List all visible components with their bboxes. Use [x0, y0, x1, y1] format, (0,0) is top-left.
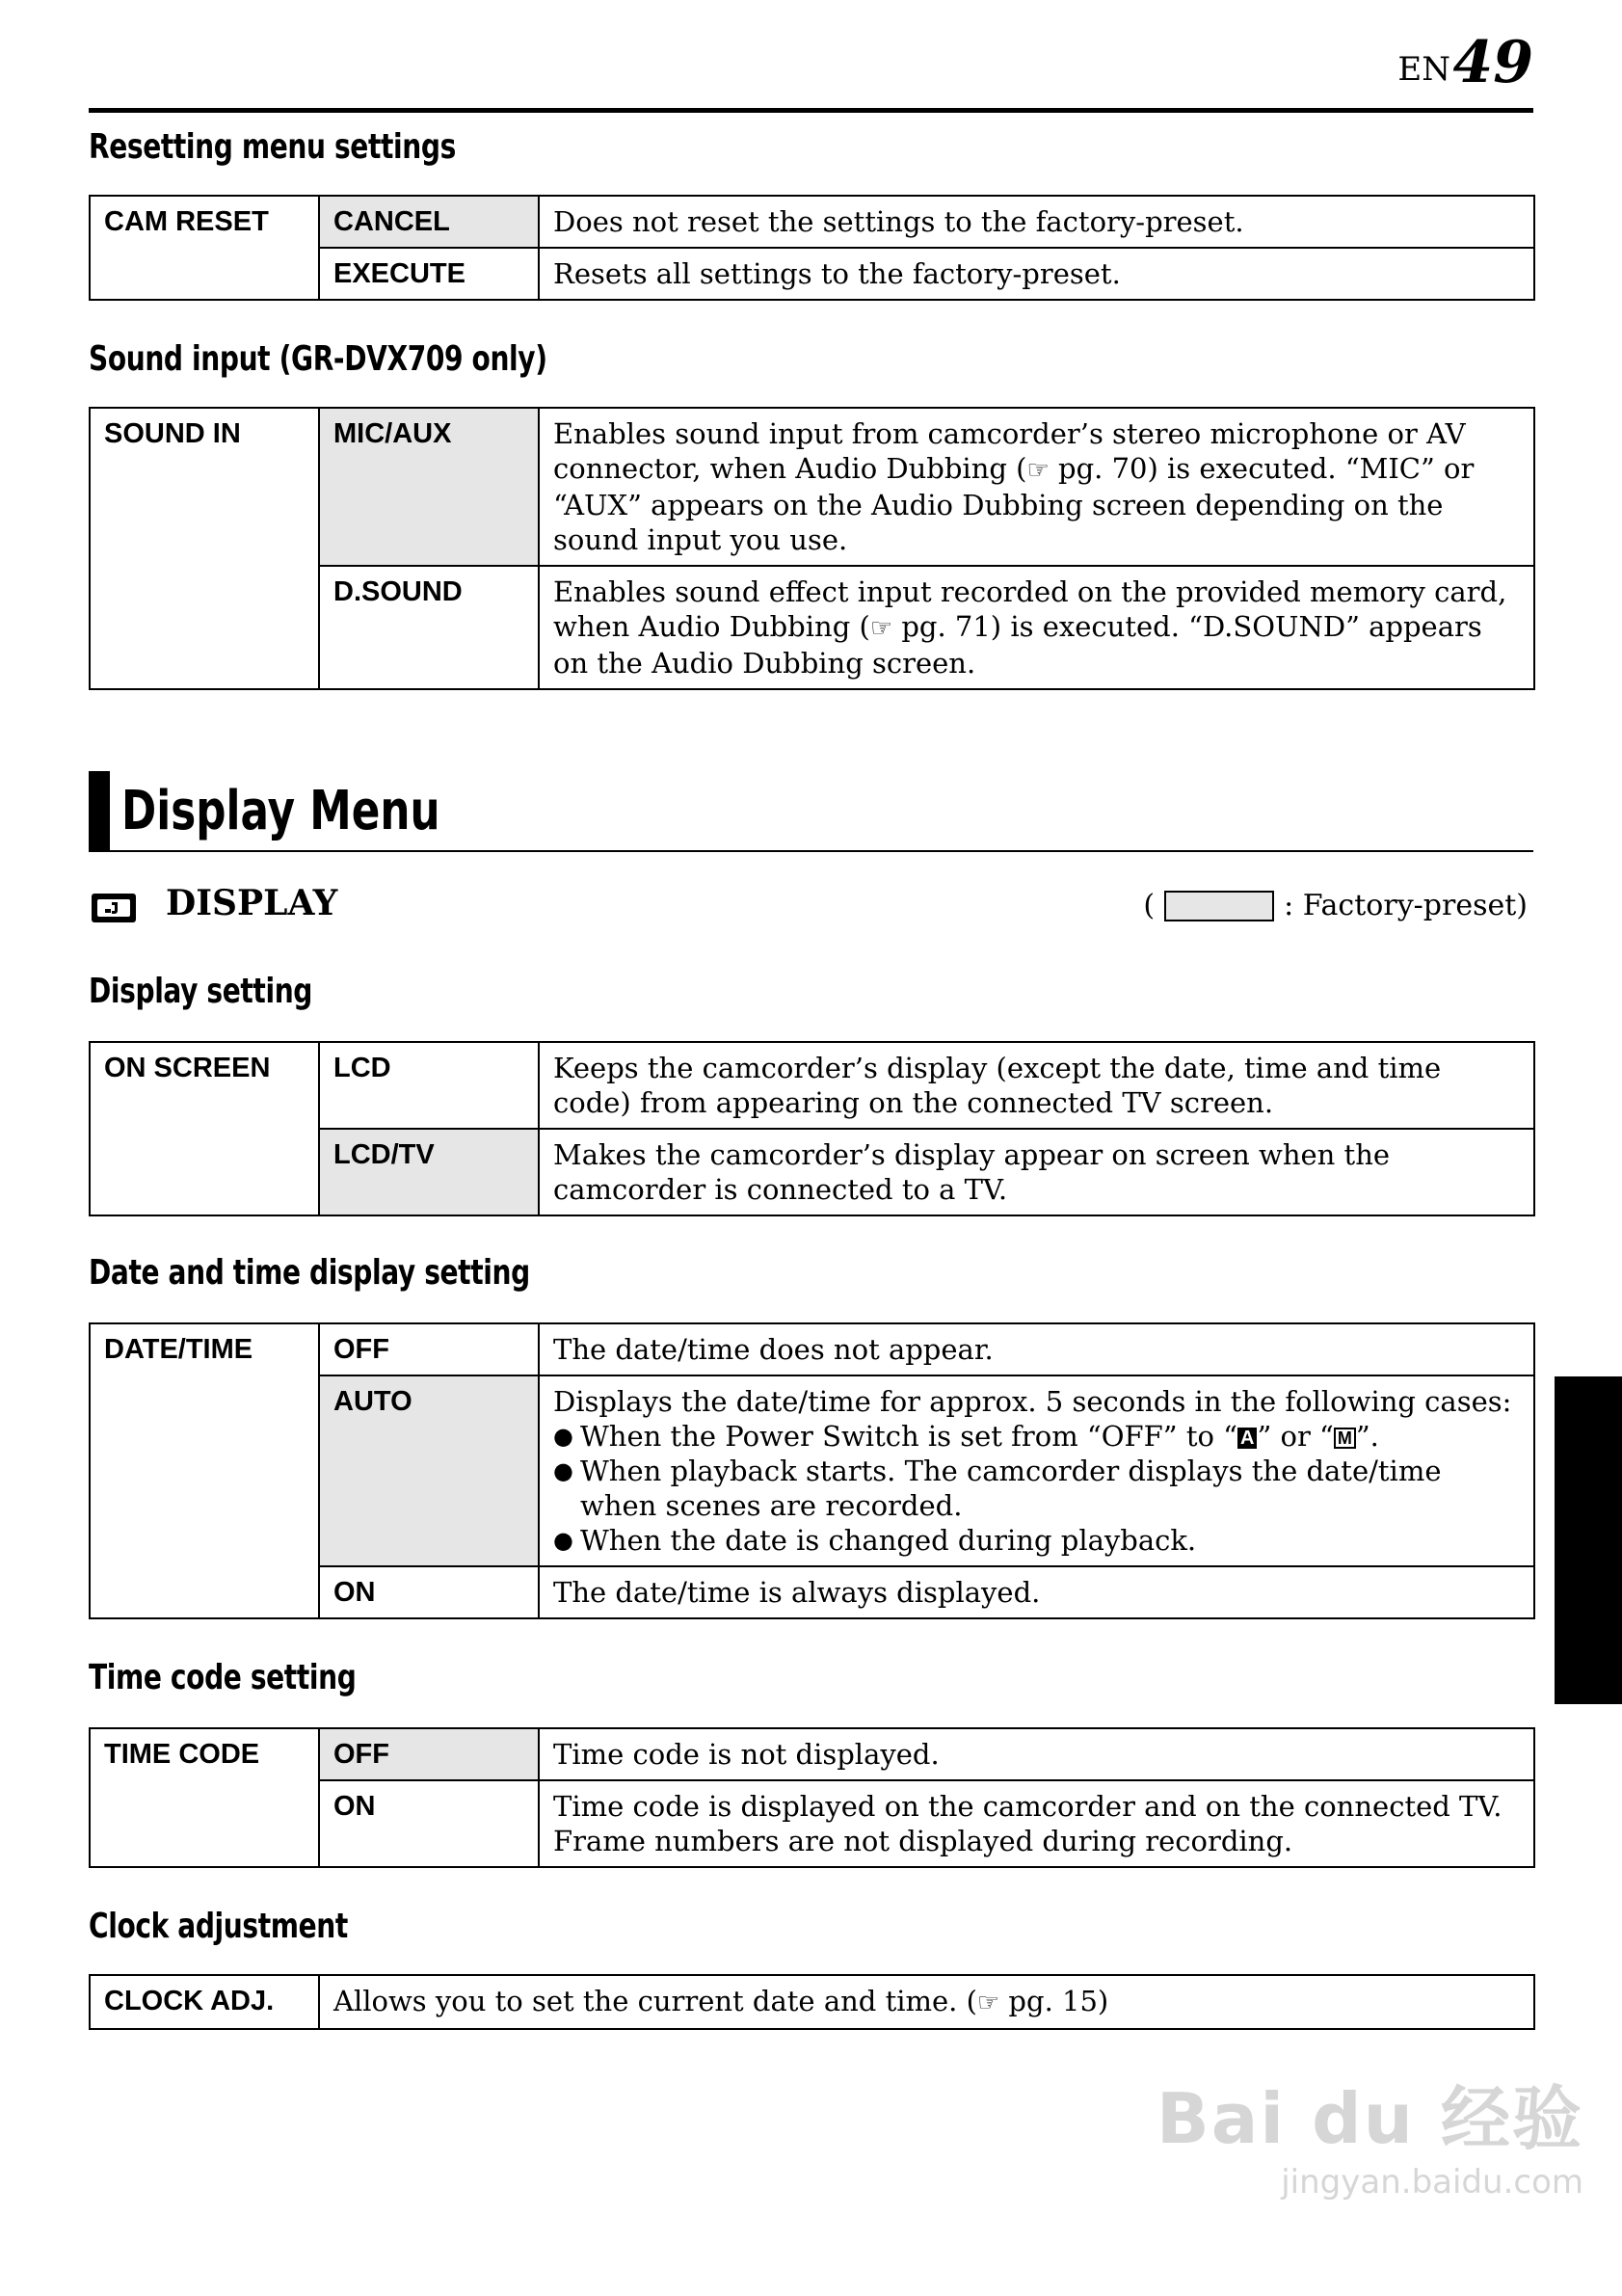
desc-text: pg. 71) is executed. “D.SOUND” appears on the Audio Dubbing screen.: [553, 610, 1482, 680]
sound-table: [89, 407, 1535, 690]
display-menu-label: DISPLAY: [166, 883, 338, 923]
reset-table: [89, 195, 1535, 301]
item-name: ON SCREEN: [90, 1042, 319, 1215]
legend-paren: (: [1143, 889, 1156, 922]
table-row: [90, 1975, 1534, 2029]
desc-text: ” or “: [1257, 1420, 1334, 1453]
page-ref-icon: ☞: [869, 614, 893, 643]
option-name: AUTO: [319, 1375, 539, 1566]
watermark: [1157, 2063, 1583, 2202]
watermark-logo: Bai du 经验: [1156, 2078, 1583, 2159]
list-item: ● When playback starts. The camcorder displays the date/time when scenes are recorded.: [553, 1454, 1522, 1523]
desc-text: pg. 15): [999, 1985, 1109, 2017]
desc-text: Enables sound effect input recorded on the provided memory card, when Audio Dubbing (: [553, 575, 1507, 643]
option-name: EXECUTE: [319, 248, 539, 300]
section-title-datetime: Date and time display setting: [89, 1253, 530, 1293]
option-name: OFF: [319, 1728, 539, 1780]
table-row: [90, 408, 1534, 566]
legend-text: : Factory-preset): [1284, 889, 1528, 922]
bullet-list: [553, 1419, 1522, 1558]
divider: [89, 850, 1533, 852]
option-description: Resets all settings to the factory-preset.: [539, 248, 1534, 300]
heading-bar: [89, 771, 110, 852]
item-name: DATE/TIME: [90, 1323, 319, 1618]
page-ref-icon: ☞: [976, 1989, 1000, 2017]
desc-text: pg. 70) is executed. “MIC” or “AUX” appears on the Audio Dubbing screen depending on the sound input you use.: [553, 452, 1475, 556]
item-name: SOUND IN: [90, 408, 319, 689]
desc-text: ”.: [1355, 1420, 1379, 1453]
factory-preset-legend: [1143, 889, 1528, 922]
option-name: LCD: [319, 1042, 539, 1129]
language-label: EN: [1397, 50, 1450, 89]
page-header: [89, 29, 1533, 113]
desc-text: Enables sound input from camcorder’s stereo microphone or AV connector, when Audio Dubbing (: [553, 417, 1466, 485]
option-description: Time code is not displayed.: [539, 1728, 1534, 1780]
desc-text: When the Power Switch is set from “OFF” to “: [580, 1420, 1237, 1453]
item-name: CAM RESET: [90, 196, 319, 300]
table-row: [90, 1042, 1534, 1129]
option-description: Makes the camcorder’s display appear on screen when the camcorder is connected to a TV.: [539, 1129, 1534, 1215]
desc-text: Allows you to set the current date and time. (: [333, 1985, 977, 2017]
item-name: CLOCK ADJ.: [90, 1975, 319, 2029]
list-item: ● When the date is changed during playback.: [553, 1523, 1522, 1558]
section-title-timecode: Time code setting: [89, 1658, 357, 1697]
chapter-tab: [1555, 1376, 1622, 1704]
manual-mode-icon: M: [1334, 1428, 1356, 1449]
datetime-table: [89, 1322, 1535, 1619]
timecode-table: [89, 1727, 1535, 1868]
section-title-reset: Resetting menu settings: [89, 127, 456, 167]
option-description: [319, 1975, 1534, 2029]
item-name: TIME CODE: [90, 1728, 319, 1867]
option-name: LCD/TV: [319, 1129, 539, 1215]
option-name: ON: [319, 1566, 539, 1618]
section-title-display: Display setting: [89, 972, 313, 1011]
page-ref-icon: ☞: [1026, 456, 1050, 485]
list-item: [553, 1419, 1522, 1454]
option-description: Time code is displayed on the camcorder and on the connected TV. Frame numbers are not displayed during recording.: [539, 1780, 1534, 1867]
section-title-clock: Clock adjustment: [89, 1907, 348, 1946]
display-menu-icon: [91, 893, 137, 923]
desc-text: Displays the date/time for approx. 5 seconds in the following cases:: [553, 1385, 1512, 1418]
display-setting-table: [89, 1041, 1535, 1216]
clock-table: [89, 1974, 1535, 2030]
display-menu-title: Display Menu: [121, 780, 440, 842]
section-title-sound: Sound input (GR-DVX709 only): [89, 339, 547, 379]
option-name: ON: [319, 1780, 539, 1867]
preset-swatch: [1164, 891, 1274, 921]
option-description: [539, 408, 1534, 566]
option-description: [539, 1375, 1534, 1566]
auto-mode-icon: A: [1237, 1428, 1257, 1449]
option-description: Keeps the camcorder’s display (except the date, time and time code) from appearing on the connected TV screen.: [539, 1042, 1534, 1129]
table-row: [90, 1728, 1534, 1780]
table-row: [90, 196, 1534, 248]
page-number: 49: [1452, 29, 1533, 96]
option-name: OFF: [319, 1323, 539, 1375]
option-description: Does not reset the settings to the factory-preset.: [539, 196, 1534, 248]
option-name: D.SOUND: [319, 566, 539, 689]
option-name: MIC/AUX: [319, 408, 539, 566]
watermark-url: jingyan.baidu.com: [1281, 2163, 1583, 2202]
option-description: The date/time is always displayed.: [539, 1566, 1534, 1618]
option-description: [539, 566, 1534, 689]
table-row: [90, 1323, 1534, 1375]
option-description: The date/time does not appear.: [539, 1323, 1534, 1375]
option-name: CANCEL: [319, 196, 539, 248]
